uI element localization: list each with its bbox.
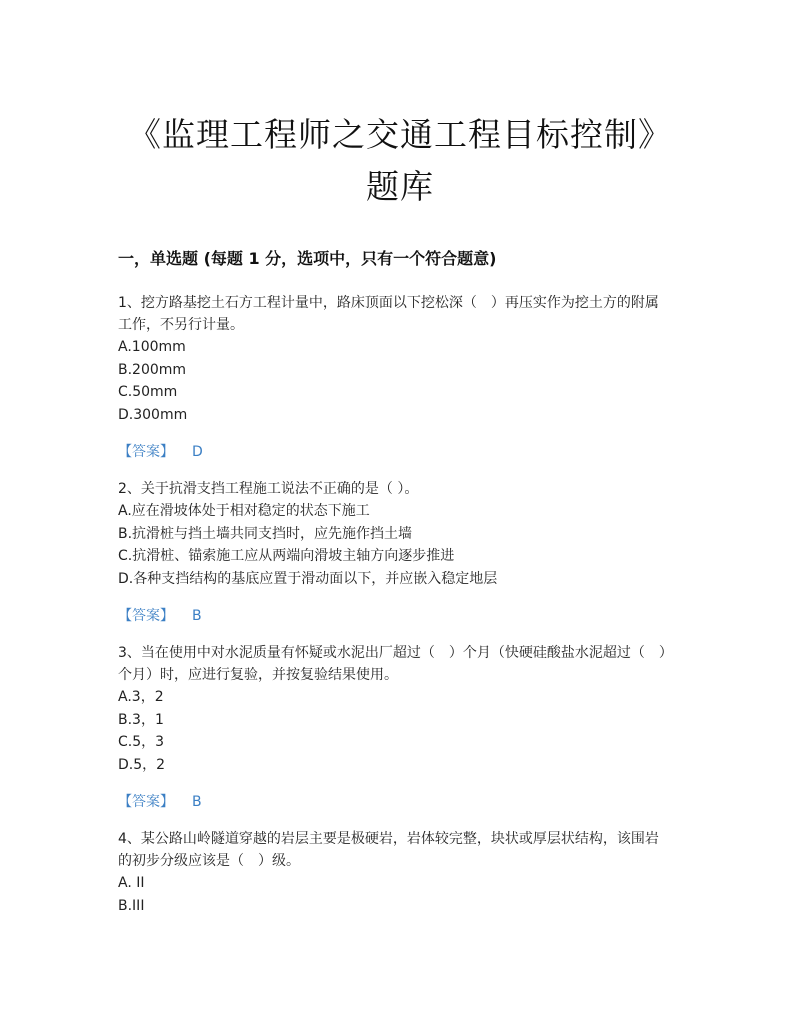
question-1-stem-line2: 工作，不另行计量。: [118, 317, 244, 333]
question-2-answer-label: 【答案】: [118, 608, 174, 624]
question-3: [118, 642, 688, 812]
question-3-stem-line1: 3、当在使用中对水泥质量有怀疑或水泥出厂超过（ ）个月（快硬硅酸盐水泥超过（ ）: [118, 645, 673, 661]
question-2-option-d: D.各种支挡结构的基底应置于滑动面以下，并应嵌入稳定地层: [118, 570, 498, 587]
question-4: [118, 828, 688, 917]
question-2-stem-line1: 2、关于抗滑支挡工程施工说法不正确的是（ ）。: [118, 481, 419, 497]
question-2-answer-value: B: [192, 608, 202, 624]
question-3-option-d: D.5，2: [118, 756, 166, 773]
question-1-answer: [118, 442, 688, 462]
question-3-answer-label: 【答案】: [118, 794, 174, 810]
section-heading: 一，单选题 (每题 1 分，选项中，只有一个符合题意): [118, 249, 497, 268]
document-title-line2: 题库: [366, 167, 434, 206]
question-3-answer-value: B: [192, 794, 202, 810]
question-2: [118, 478, 688, 626]
document-title-line1: 《监理工程师之交通工程目标控制》: [128, 115, 672, 154]
question-3-option-c: C.5，3: [118, 734, 165, 750]
question-1-option-d: D.300mm: [118, 406, 188, 423]
question-4-option-b: B.III: [118, 897, 145, 914]
question-1-option-a: A.100mm: [118, 339, 186, 355]
question-list: [118, 292, 688, 917]
question-1-option-b: B.200mm: [118, 361, 187, 378]
question-3-stem-line2: 个月）时，应进行复验，并按复验结果使用。: [118, 667, 398, 683]
question-1-stem-line1: 1、挖方路基挖土石方工程计量中，路床顶面以下挖松深（ ）再压实作为挖土方的附属: [118, 295, 659, 311]
question-1-option-c: C.50mm: [118, 384, 178, 400]
question-2-option-b: B.抗滑桩与挡土墙共同支挡时，应先施作挡土墙: [118, 525, 413, 542]
question-2-option-c: C.抗滑桩、锚索施工应从两端向滑坡主轴方向逐步推进: [118, 548, 455, 564]
question-1: [118, 292, 688, 462]
question-2-option-a: A.应在滑坡体处于相对稳定的状态下施工: [118, 503, 370, 519]
question-4-stem-line2: 的初步分级应该是（ ）级。: [118, 853, 300, 869]
question-3-option-a: A.3，2: [118, 689, 164, 705]
question-4-stem-line1: 4、某公路山岭隧道穿越的岩层主要是极硬岩，岩体较完整，块状或厚层状结构，该围岩: [118, 831, 659, 847]
question-3-answer: [118, 792, 688, 812]
question-1-answer-label: 【答案】: [118, 444, 174, 460]
question-4-option-a: A. II: [118, 875, 145, 891]
question-2-answer: [118, 606, 688, 626]
question-3-option-b: B.3，1: [118, 711, 164, 728]
question-1-answer-value: D: [192, 444, 203, 460]
